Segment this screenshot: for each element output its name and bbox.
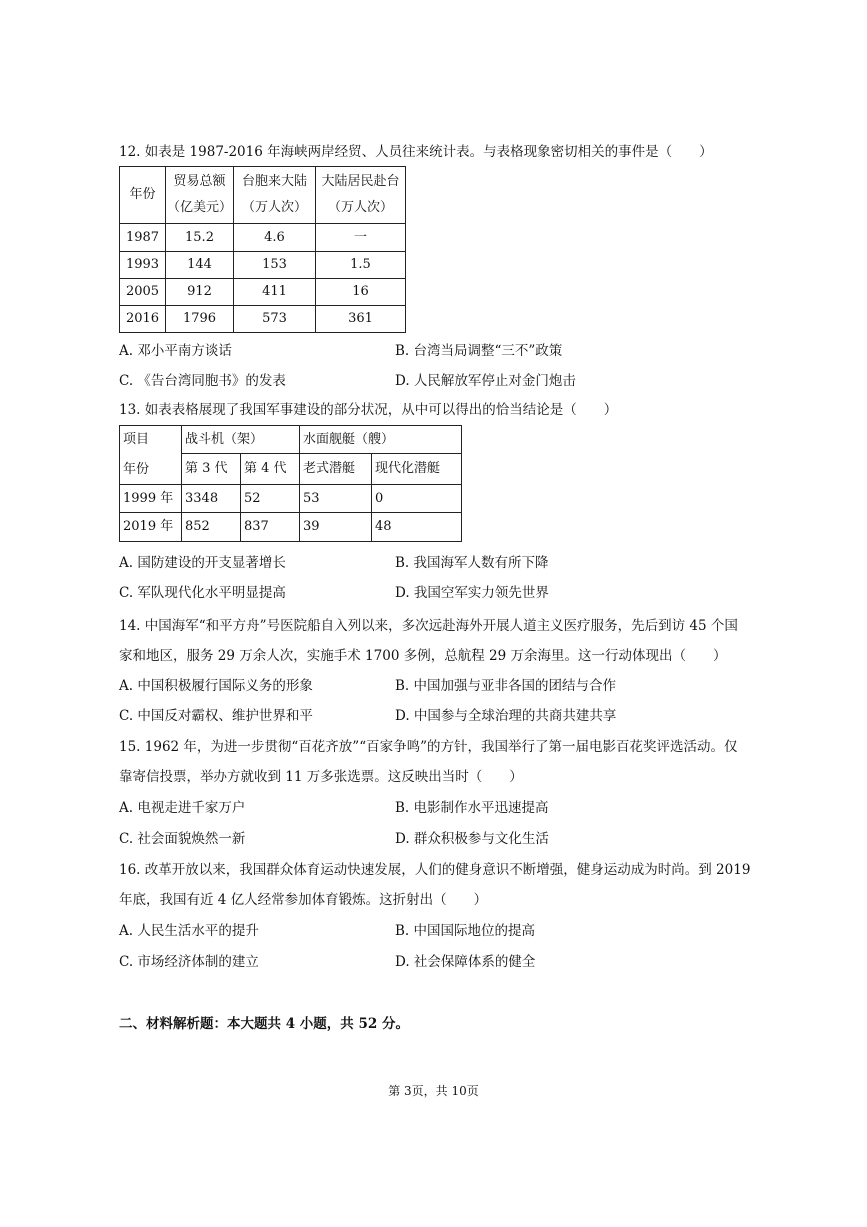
table-cell: 48 bbox=[372, 513, 462, 542]
table-row bbox=[120, 306, 406, 333]
table-cell: 1993 bbox=[120, 252, 166, 279]
table-header-cell: 老式潜艇 bbox=[300, 454, 372, 485]
option-b: B. 中国国际地位的提高 bbox=[395, 923, 536, 939]
option-c: C. 《告台湾同胞书》的发表 bbox=[119, 373, 286, 389]
table-header-cell: 大陆居民赴台 （万人次） bbox=[316, 167, 406, 224]
table-cell: 2019 年 bbox=[120, 513, 182, 542]
table-cell: 573 bbox=[234, 306, 316, 333]
option-d: D. 社会保障体系的健全 bbox=[395, 954, 536, 970]
table-cell: 1796 bbox=[166, 306, 234, 333]
table-header-cell: 第 3 代 bbox=[182, 454, 241, 485]
table-cell: 1987 bbox=[120, 224, 166, 252]
option-a: A. 邓小平南方谈话 bbox=[119, 343, 232, 359]
question-14-stem-line2: 家和地区，服务 29 万余人次，实施手术 1700 多例，总航程 29 万余海里。这一行动体现出（ ） bbox=[119, 648, 727, 664]
table-header-cell: 贸易总额 （亿美元） bbox=[166, 167, 234, 224]
table-row bbox=[120, 224, 406, 252]
option-a: A. 国防建设的开支显著增长 bbox=[119, 555, 286, 571]
option-a: A. 人民生活水平的提升 bbox=[119, 923, 259, 939]
option-d: D. 群众积极参与文化生活 bbox=[395, 831, 549, 847]
question-16-stem-line1: 16. 改革开放以来，我国群众体育运动快速发展，人们的健身意识不断增强，健身运动成为时尚。到 2019 bbox=[119, 862, 751, 878]
table-row bbox=[120, 485, 462, 513]
option-d: D. 人民解放军停止对金门炮击 bbox=[395, 373, 576, 389]
table-header-cell: 水面舰艇（艘） bbox=[300, 426, 462, 454]
table-corner-cell: 项目 年份 bbox=[120, 426, 182, 485]
question-15-stem-line2: 靠寄信投票，举办方就收到 11 万多张选票。这反映出当时（ ） bbox=[119, 769, 523, 785]
table-cell: 1999 年 bbox=[120, 485, 182, 513]
table-cell: 912 bbox=[166, 279, 234, 306]
question-15-stem-line1: 15. 1962 年，为进一步贯彻“百花齐放”“百家争鸣”的方针，我国举行了第一届电影百花奖评选活动。仅 bbox=[119, 739, 738, 755]
option-c: C. 社会面貌焕然一新 bbox=[119, 831, 246, 847]
option-c: C. 中国反对霸权、维护世界和平 bbox=[119, 708, 313, 724]
table-cell: 2016 bbox=[120, 306, 166, 333]
question-12-stem: 12. 如表是 1987-2016 年海峡两岸经贸、人员往来统计表。与表格现象密切相关的事件是（ ） bbox=[119, 144, 713, 160]
page-footer: 第 3页，共 10页 bbox=[388, 1084, 479, 1098]
table-cell: 2005 bbox=[120, 279, 166, 306]
option-c: C. 市场经济体制的建立 bbox=[119, 954, 259, 970]
table-cell: 39 bbox=[300, 513, 372, 542]
option-b: B. 我国海军人数有所下降 bbox=[395, 555, 549, 571]
table-row bbox=[120, 279, 406, 306]
table-cell: 15.2 bbox=[166, 224, 234, 252]
option-b: B. 台湾当局调整“三不”政策 bbox=[395, 343, 563, 359]
option-b: B. 电影制作水平迅速提高 bbox=[395, 800, 549, 816]
table-cell: 52 bbox=[241, 485, 300, 513]
table-header-cell: 年份 bbox=[120, 167, 166, 224]
option-a: A. 电视走进千家万户 bbox=[119, 800, 246, 816]
table-cell: 153 bbox=[234, 252, 316, 279]
option-d: D. 我国空军实力领先世界 bbox=[395, 585, 549, 601]
table-cell: 一 bbox=[316, 224, 406, 252]
table-header-cell: 现代化潜艇 bbox=[372, 454, 462, 485]
table-cell: 361 bbox=[316, 306, 406, 333]
question-16-stem-line2: 年底，我国有近 4 亿人经常参加体育锻炼。这折射出（ ） bbox=[119, 892, 488, 908]
question-13-table bbox=[119, 425, 462, 542]
table-row bbox=[120, 252, 406, 279]
option-a: A. 中国积极履行国际义务的形象 bbox=[119, 678, 313, 694]
question-12-table bbox=[119, 166, 406, 333]
option-c: C. 军队现代化水平明显提高 bbox=[119, 585, 286, 601]
table-cell: 4.6 bbox=[234, 224, 316, 252]
question-14-stem-line1: 14. 中国海军“和平方舟”号医院船自入列以来，多次远赴海外开展人道主义医疗服务，先后到访 45 个国 bbox=[119, 618, 738, 634]
table-header-cell: 台胞来大陆 （万人次） bbox=[234, 167, 316, 224]
table-cell: 0 bbox=[372, 485, 462, 513]
table-cell: 16 bbox=[316, 279, 406, 306]
table-cell: 837 bbox=[241, 513, 300, 542]
table-cell: 411 bbox=[234, 279, 316, 306]
table-header-cell: 战斗机（架） bbox=[182, 426, 300, 454]
question-13-stem: 13. 如表表格展现了我国军事建设的部分状况，从中可以得出的恰当结论是（ ） bbox=[119, 402, 618, 418]
option-d: D. 中国参与全球治理的共商共建共享 bbox=[395, 708, 617, 724]
table-cell: 1.5 bbox=[316, 252, 406, 279]
section-heading: 二、材料解析题：本大题共 4 小题，共 52 分。 bbox=[119, 1016, 409, 1032]
table-cell: 144 bbox=[166, 252, 234, 279]
table-cell: 53 bbox=[300, 485, 372, 513]
option-b: B. 中国加强与亚非各国的团结与合作 bbox=[395, 678, 617, 694]
table-row bbox=[120, 513, 462, 542]
table-cell: 3348 bbox=[182, 485, 241, 513]
table-cell: 852 bbox=[182, 513, 241, 542]
table-header-cell: 第 4 代 bbox=[241, 454, 300, 485]
